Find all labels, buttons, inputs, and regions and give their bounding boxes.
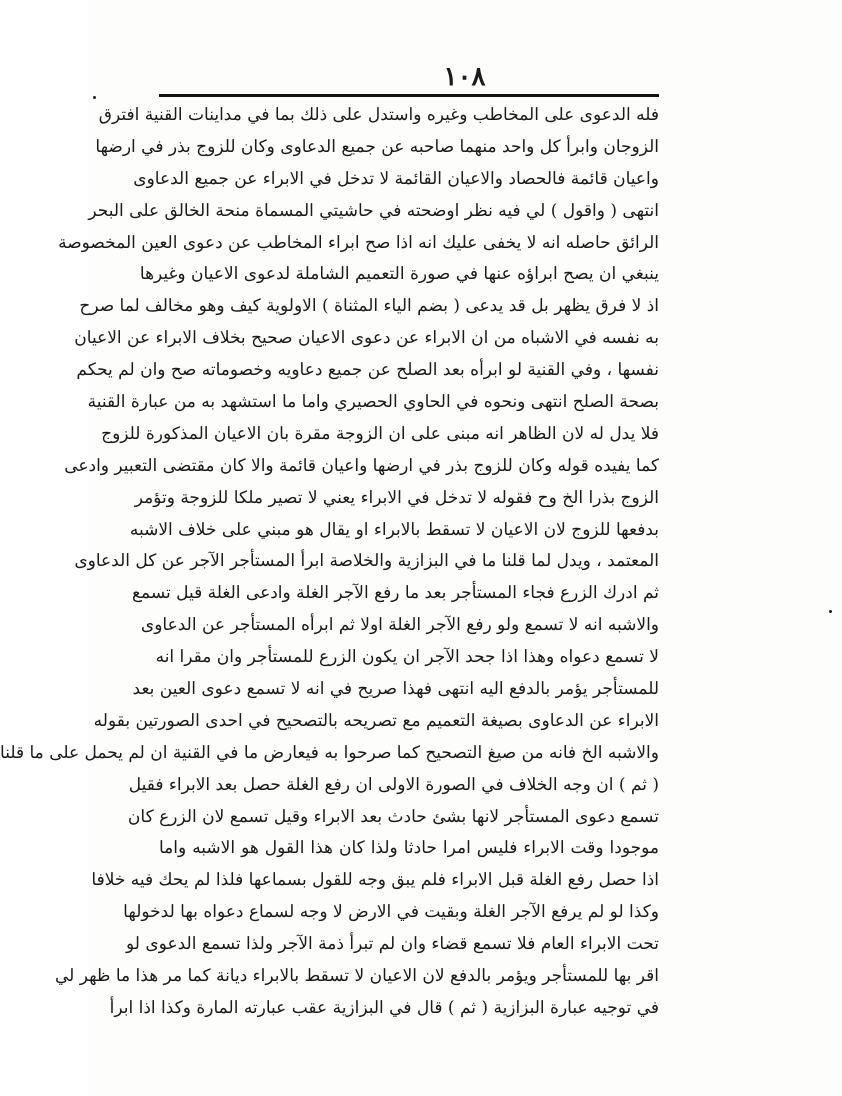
text-line: الرائق حاصله انه لا يخفى عليك انه اذا صح ابراء المخاطب عن دعوى العين المخصوصة — [58, 232, 659, 253]
text-line: ( ثم ) ان وجه الخلاف في الصورة الاولى ان رفع الغلة حصل بعد الابراء فقيل — [128, 774, 659, 795]
text-line: اذا حصل رفع الغلة قبل الابراء فلم يبق وجه للقول بسماعها فلذا لم يحك فيه خلافا — [91, 870, 659, 891]
margin-mark — [93, 96, 96, 99]
text-line: والاشبه انه لا تسمع ولو رفع الآجر الغلة اولا ثم ابرأه المستأجر عن الدعاوى — [140, 615, 659, 636]
text-line: وكذا لو لم يرفع الآجر الغلة وبقيت في الارض لا وجه لسماع دعواه بها لدخولها — [123, 902, 659, 923]
text-line: الزوجان وابرأ كل واحد منهما صاحبه عن جميع الدعاوى وكان للزوج بذر في ارضها — [95, 136, 659, 157]
text-line: نفسها ، وفي القنية لو ابرأه بعد الصلح عن جميع دعاويه وخصوماته صح وان لم يحكم — [76, 360, 659, 381]
margin-mark — [829, 610, 832, 613]
text-line: لا تسمع دعواه وهذا اذا جحد الآجر ان يكون الزرع للمستأجر وان مقرا انه — [155, 647, 659, 668]
text-line: للمستأجر يؤمر بالدفع اليه انتهى فهذا صريح في انه لا تسمع دعوى العين بعد — [132, 679, 659, 700]
text-line: به نفسه في الاشباه من ان الابراء عن دعوى الاعيان صحيح بخلاف الابراء عن الاعيان — [74, 328, 659, 349]
text-line: بصحة الصلح انتهى ونحوه في الحاوي الحصيري واما ما استشهد به من عبارة القنية — [87, 392, 659, 413]
text-line: اذ لا فرق يظهر بل قد يدعى ( بضم الياء المثناة ) الاولوية كيف وهو مخالف لما صرح — [79, 296, 659, 317]
page-number: ١٠٨ — [443, 62, 486, 92]
text-line: بدفعها للزوج لان الاعيان لا تسقط بالابراء او يقال هو مبني على خلاف الاشبه — [129, 519, 659, 540]
text-line: تحت الابراء العام فلا تسمع قضاء وان لم تبرأ ذمة الآجر ولذا تسمع الدعوى لو — [126, 934, 659, 955]
body-text — [0, 100, 659, 1025]
text-line: ثم ادرك الزرع فجاء المستأجر بعد ما رفع الآجر الغلة وادعى الغلة قيل تسمع — [131, 583, 659, 604]
text-line: الزوج بذرا الخ وح فقوله لا تدخل في الابراء يعني لا تصير ملكا للزوجة وتؤمر — [134, 487, 659, 508]
text-line: واعيان قائمة فالحصاد والاعيان القائمة لا تدخل في الابراء عن جميع الدعاوى — [133, 168, 659, 189]
text-line: في توجيه عبارة البزازية ( ثم ) قال في البزازية عقب عبارته المارة وكذا اذا ابرأ — [109, 997, 659, 1018]
header-rule — [159, 94, 659, 97]
text-line: كما يفيده قوله وكان للزوج بذر في ارضها واعيان قائمة والا كان مقتضى التعبير وادعى — [64, 455, 659, 476]
text-line: اقر بها للمستأجر ويؤمر بالدفع لان الاعيان لا تسقط بالابراء ديانة كما مر هذا ما ظهر لي — [54, 966, 659, 987]
text-line: موجودا وقت الابراء فليس امرا حادثا ولذا كان هذا القول هو الاشبه واما — [159, 838, 659, 859]
text-line: انتهى ( واقول ) لي فيه نظر اوضحته في حاشيتي المسماة منحة الخالق على البحر — [88, 200, 659, 221]
text-line: الابراء عن الدعاوى بصيغة التعميم مع تصريحه بالتصحيح في احدى الصورتين بقوله — [93, 710, 659, 731]
text-line: ينبغي ان يصح ابراؤه عنها في صورة التعميم الشاملة لدعوى الاعيان وغيرها — [139, 264, 659, 285]
text-line: فلا يدل له لان الظاهر انه مبنى على ان الزوجة مقرة بان الاعيان المذكورة للزوج — [101, 423, 659, 444]
text-line: فله الدعوى على المخاطب وغيره واستدل على ذلك بما في مداينات القنية افترق — [98, 105, 659, 125]
text-line: والاشبه الخ فانه من صيغ التصحيح كما صرحوا به فيعارض ما في القنية ان لم يحمل على ما قلنا — [0, 742, 659, 763]
text-line: تسمع دعوى المستأجر لانها بشئ حادث بعد الابراء وقيل تسمع لان الزرع كان — [127, 806, 659, 827]
text-line: المعتمد ، ويدل لما قلنا ما في البزازية والخلاصة ابرأ المستأجر الآجر عن كل الدعاوى — [74, 551, 659, 572]
